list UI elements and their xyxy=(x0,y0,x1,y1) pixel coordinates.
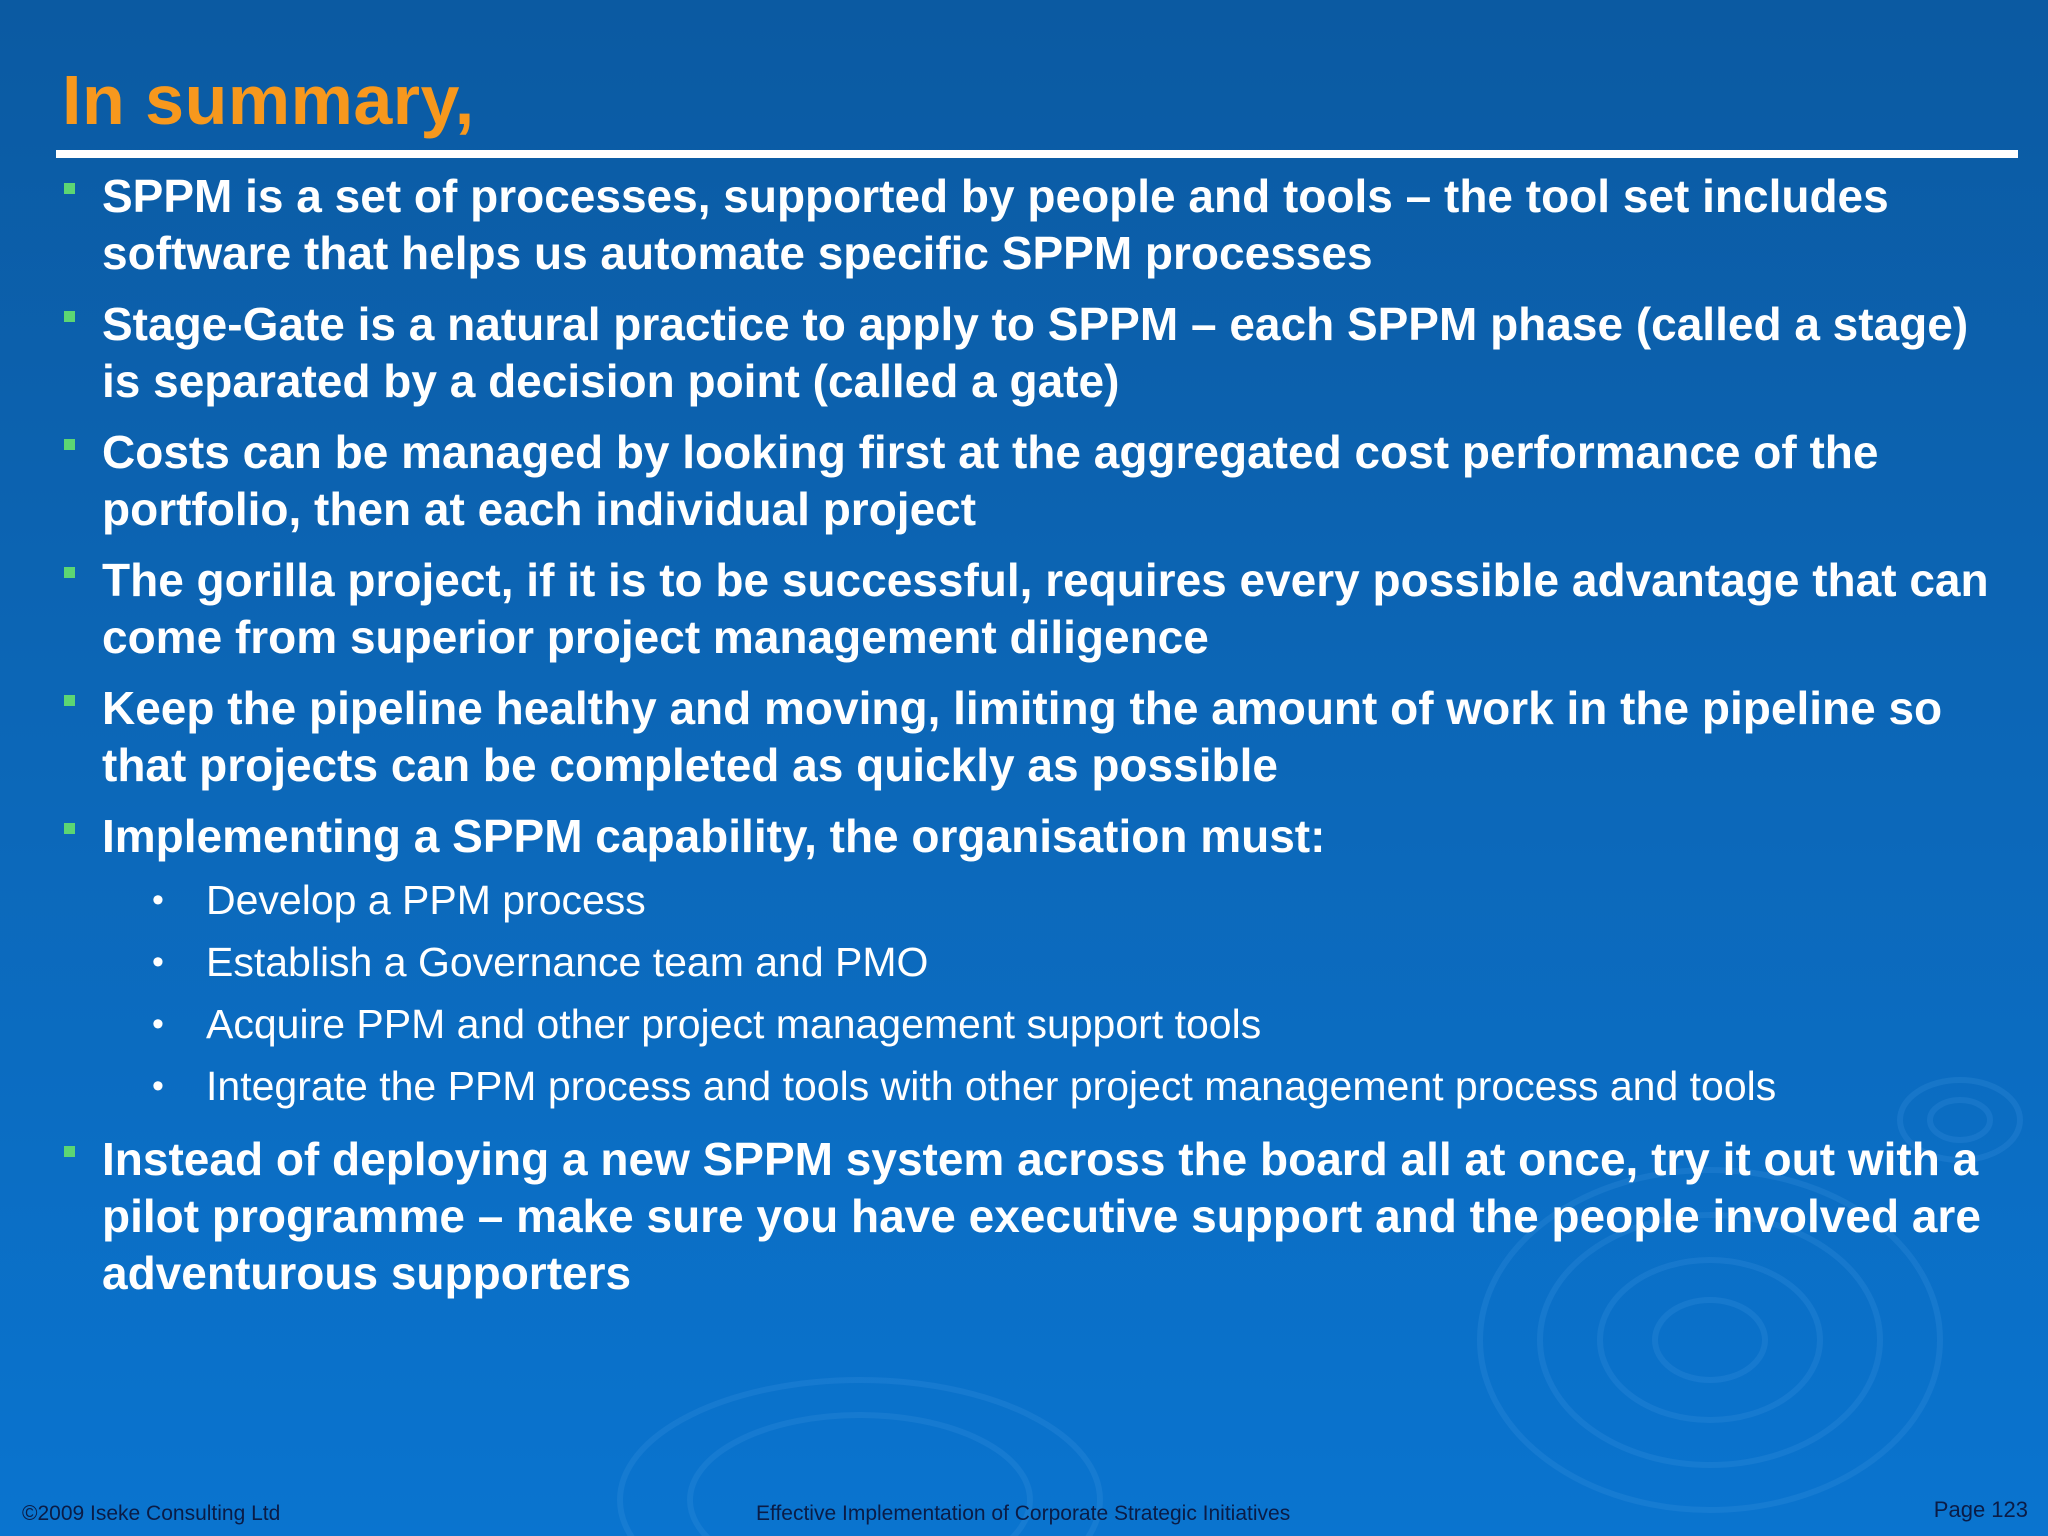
bullet-text: The gorilla project, if it is to be successful, requires every possible advantage that can come from superior project management diligence xyxy=(102,554,1989,663)
round-bullet-icon: • xyxy=(152,881,164,919)
square-bullet-icon xyxy=(64,823,75,834)
bullet-item xyxy=(56,552,2016,666)
bullet-item xyxy=(56,1131,2016,1302)
bullet-item xyxy=(56,296,2016,410)
round-bullet-icon: • xyxy=(152,943,164,981)
sub-bullet-text: Integrate the PPM process and tools with other project management process and tools xyxy=(206,1063,1777,1109)
sub-bullet-item xyxy=(102,931,2016,993)
bullet-text: Instead of deploying a new SPPM system across the board all at once, try it out with a pilot programme – make sure you have executive support and the people involved are adventurous supporters xyxy=(102,1133,1981,1299)
square-bullet-icon xyxy=(64,311,75,322)
square-bullet-icon xyxy=(64,567,75,578)
bullet-item xyxy=(56,168,2016,282)
bullet-text: Stage-Gate is a natural practice to apply to SPPM – each SPPM phase (called a stage) is separated by a decision point (called a gate) xyxy=(102,298,1969,407)
title-divider xyxy=(56,150,2018,158)
sub-bullet-item xyxy=(102,993,2016,1055)
slide-title: In summary, xyxy=(62,61,475,139)
bullet-item xyxy=(56,680,2016,794)
square-bullet-icon xyxy=(64,1146,75,1157)
footer-copyright: ©2009 Iseke Consulting Ltd xyxy=(22,1502,281,1525)
bullet-item xyxy=(56,424,2016,538)
sub-bullet-list xyxy=(102,869,2016,1117)
bullet-text: SPPM is a set of processes, supported by people and tools – the tool set includes software that helps us automate specific SPPM processes xyxy=(102,170,1889,279)
sub-bullet-text: Establish a Governance team and PMO xyxy=(206,939,929,985)
sub-bullet-text: Develop a PPM process xyxy=(206,877,646,923)
square-bullet-icon xyxy=(64,695,75,706)
bullet-text: Implementing a SPPM capability, the organisation must: xyxy=(102,810,1326,862)
square-bullet-icon xyxy=(64,439,75,450)
slide-content xyxy=(56,168,2016,1316)
footer-course-title: Effective Implementation of Corporate Strategic Initiatives xyxy=(756,1502,1291,1525)
sub-bullet-item xyxy=(102,1055,2016,1117)
sub-bullet-item xyxy=(102,869,2016,931)
sub-bullet-text: Acquire PPM and other project management support tools xyxy=(206,1001,1262,1047)
round-bullet-icon: • xyxy=(152,1005,164,1043)
footer-page-number: Page 123 xyxy=(1933,1497,2028,1522)
square-bullet-icon xyxy=(64,183,75,194)
bullet-text: Keep the pipeline healthy and moving, limiting the amount of work in the pipeline so that projects can be completed as quickly as possible xyxy=(102,682,1943,791)
bullet-item xyxy=(56,808,2016,1117)
bullet-text: Costs can be managed by looking first at the aggregated cost performance of the portfolio, then at each individual project xyxy=(102,426,1879,535)
round-bullet-icon: • xyxy=(152,1067,164,1105)
